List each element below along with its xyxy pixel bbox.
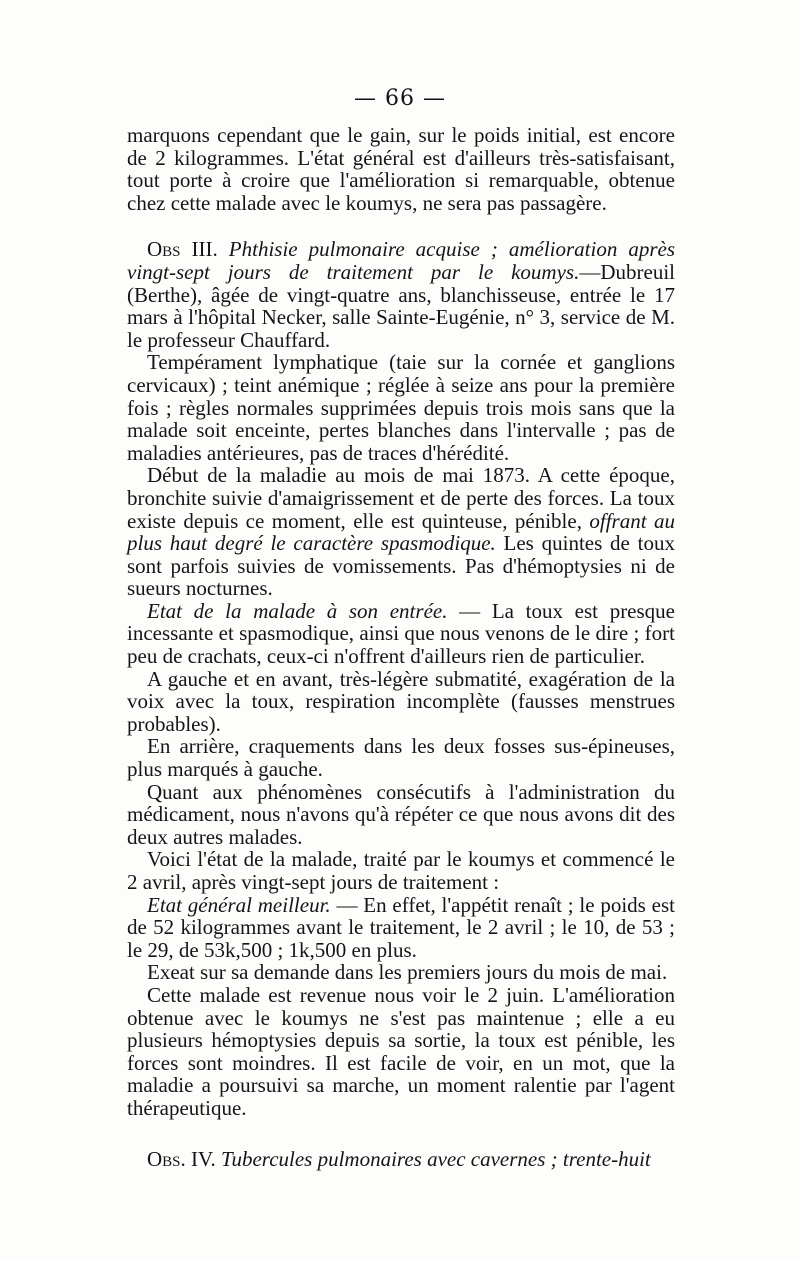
observation-4-title: Tubercules pulmonaires avec cavernes ; trente-huit bbox=[220, 1146, 651, 1171]
paragraph-etat-general bbox=[127, 894, 675, 962]
paragraph-revenue: Cette malade est revenue nous voir le 2 juin. L'amélioration obtenue avec le koumys ne s'est pas maintenue ; elle a eu plusieurs hémoptysies depuis sa sortie, la toux est pénible, les forces sont moindres. Il est facile de voir, en un mot, que la maladie a poursuivi sa marche, un moment ralentie par l'agent thérapeutique. bbox=[127, 982, 675, 1120]
paragraph-phenomenes: Quant aux phénomènes consécutifs à l'administration du médicament, nous n'avons qu'à répéter ce que nous avons dit des deux autres malades. bbox=[127, 779, 675, 849]
paragraph-etat-general-text: — En effet, l'appétit renaît ; le poids est de 52 kilogrammes avant le traitement, le 2 avril ; le 10, de 53 ; le 29, de 53k,500 ; 1k,500 en plus. bbox=[127, 892, 675, 962]
paragraph-debut bbox=[127, 464, 675, 600]
observation-3-heading bbox=[127, 238, 675, 351]
paragraph-debut-italic: offrant au plus haut degré le caractère spasmodique. bbox=[127, 508, 675, 556]
paragraph-debut-end: Les quintes de toux sont parfois suivies de vomissements. Pas d'hémoptysies ni de sueurs nocturnes. bbox=[127, 531, 675, 601]
paragraph-etat-entree-text: — La toux est presque incessante et spasmodique, ainsi que nous venons de le dire ; fort peu de crachats, ceux-ci n'offrent d'ailleurs rien de particulier. bbox=[127, 598, 675, 669]
paragraph-etat-general-italic: Etat général meilleur. bbox=[147, 892, 331, 917]
observation-title: Phthisie pulmonaire acquise ; amélioration après vingt-sept jours de traitement par le koumys. bbox=[127, 237, 676, 284]
paragraph-arriere: En arrière, craquements dans les deux fosses sus-épineuses, plus marqués à gauche. bbox=[127, 734, 675, 782]
observation-4-label: Obs. IV. bbox=[147, 1146, 216, 1171]
page-number: — 66 — bbox=[354, 86, 446, 111]
paragraph-gauche: A gauche et en avant, très-légère submatité, exagération de la voix avec la toux, respiration incomplète (fausses menstrues probables). bbox=[127, 666, 675, 736]
paragraph-etat-entree bbox=[127, 600, 675, 668]
paragraph-debut-start: Début de la maladie au mois de mai 1873. A cette époque, bronchite suivie d'amaigrissement et de perte des forces. La toux existe depuis ce moment, elle est quinteuse, pénible, bbox=[127, 463, 675, 533]
paragraph-continuation: marquons cependant que le gain, sur le poids initial, est encore de 2 kilogrammes. L'état général est d'ailleurs très-satisfaisant, tout porte à croire que l'amélioration si remarquable, obtenue chez cette malade avec le koumys, ne sera pas passagère. bbox=[127, 123, 675, 215]
paragraph-etat-entree-italic: Etat de la malade à son entrée. bbox=[147, 598, 448, 623]
observation-label: Obs III. bbox=[147, 237, 218, 262]
paragraph-exeat: Exeat sur sa demande dans les premiers jours du mois de mai. bbox=[147, 960, 668, 985]
paragraph-voici: Voici l'état de la malade, traité par le koumys et commencé le 2 avril, après vingt-sept jours de traitement : bbox=[127, 847, 675, 894]
observation-4-heading bbox=[127, 1148, 675, 1171]
body-text bbox=[127, 124, 675, 1170]
paragraph-temperament: Tempérament lymphatique (taie sur la cornée et ganglions cervicaux) ; teint anémique ; réglée à seize ans pour la première fois ; règles normales supprimées depuis trois mois sans que la malade soit enceinte, pertes blanches dans l'intervalle ; pas de maladies antérieures, pas de traces d'hérédité. bbox=[127, 350, 675, 465]
observation-intro: —Dubreuil (Berthe), âgée de vingt-quatre ans, blanchisseuse, entrée le 17 mars à l'hôpital Necker, salle Sainte-Eugénie, n° 3, service de M. le professeur Chauffard. bbox=[127, 259, 675, 352]
